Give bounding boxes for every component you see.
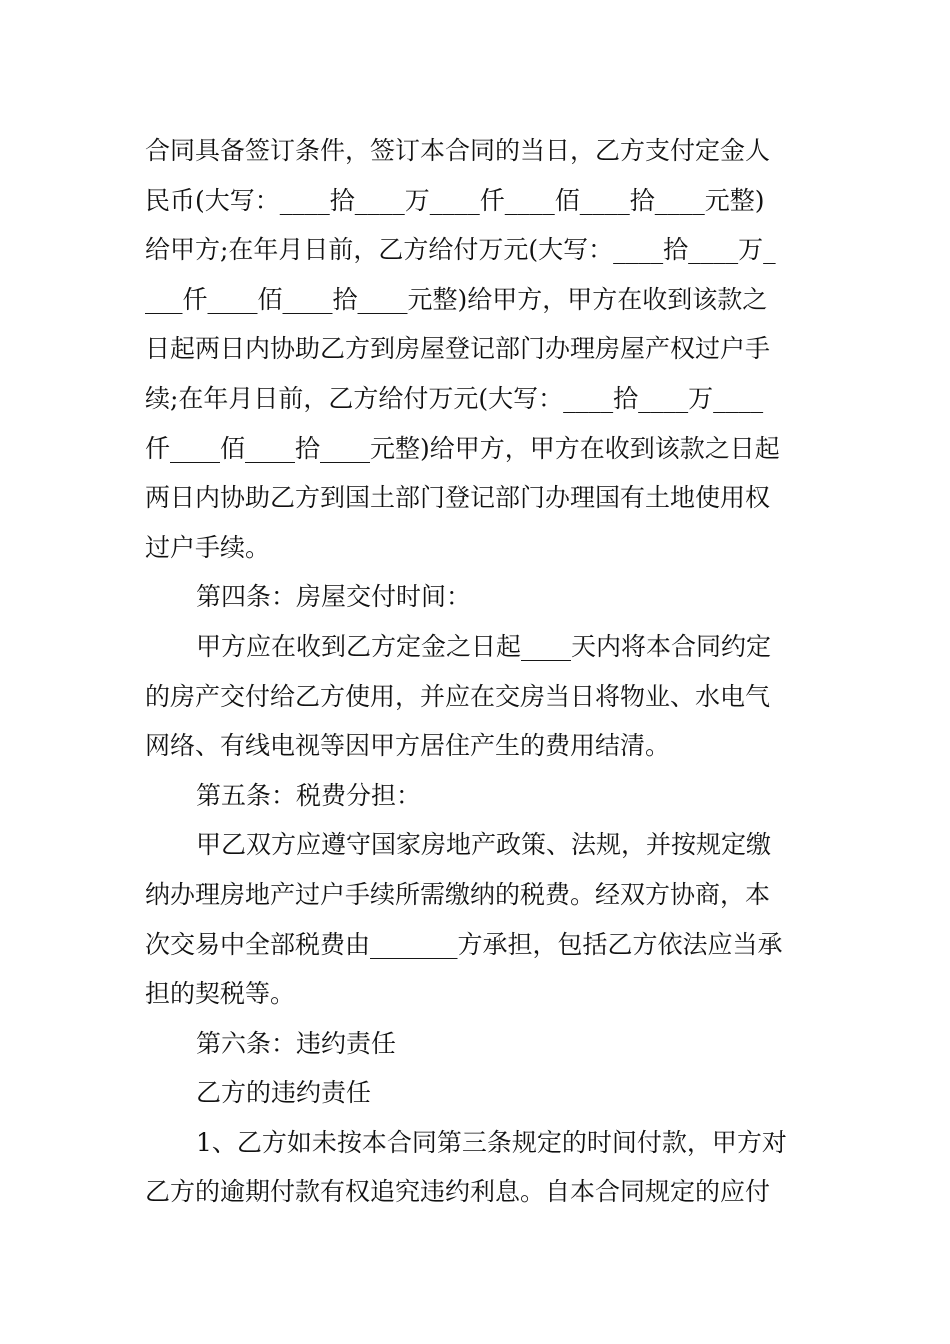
text-line: 给甲方;在年月日前，乙方给付万元(大写：____拾____万_ bbox=[145, 235, 776, 265]
text-line: 日起两日内协助乙方到房屋登记部门办理房屋产权过户手 bbox=[145, 334, 771, 364]
text-line: 合同具备签订条件，签订本合同的当日，乙方支付定金人 bbox=[145, 136, 771, 165]
text-line: 第五条：税费分担： bbox=[196, 780, 422, 810]
text-line: 甲乙双方应遵守国家房地产政策、法规，并按规定缴 bbox=[196, 830, 772, 860]
text-line: 担的契税等。 bbox=[145, 979, 296, 1009]
text-line: 仟____佰____拾____元整)给甲方，甲方在收到该款之日起 bbox=[145, 433, 780, 463]
text-line: 乙方的违约责任 bbox=[196, 1078, 372, 1108]
text-line: 次交易中全部税费由_______方承担，包括乙方依法应当承 bbox=[145, 929, 783, 959]
text-line: 续;在年月日前，乙方给付万元(大写：____拾____万____ bbox=[145, 383, 764, 413]
document-body bbox=[145, 126, 810, 1217]
text-line: 甲方应在收到乙方定金之日起____天内将本合同约定 bbox=[196, 631, 772, 661]
text-line: 第四条：房屋交付时间： bbox=[196, 582, 472, 612]
text-line: ___仟____佰____拾____元整)给甲方，甲方在收到该款之 bbox=[145, 284, 768, 314]
text-line: 1、乙方如未按本合同第三条规定的时间付款，甲方对 bbox=[196, 1127, 787, 1157]
text-line: 民币(大写：____拾____万____仟____佰____拾____元整) bbox=[145, 185, 765, 215]
text-line: 的房产交付给乙方使用，并应在交房当日将物业、水电气 bbox=[145, 681, 771, 711]
text-line: 两日内协助乙方到国土部门登记部门办理国有土地使用权 bbox=[145, 483, 771, 513]
text-line: 网络、有线电视等因甲方居住产生的费用结清。 bbox=[145, 731, 671, 761]
text-line: 第六条：违约责任 bbox=[196, 1028, 397, 1058]
text-line: 乙方的逾期付款有权追究违约利息。自本合同规定的应付 bbox=[145, 1177, 771, 1207]
text-line: 过户手续。 bbox=[145, 532, 271, 562]
text-line: 纳办理房地产过户手续所需缴纳的税费。经双方协商，本 bbox=[145, 879, 771, 909]
